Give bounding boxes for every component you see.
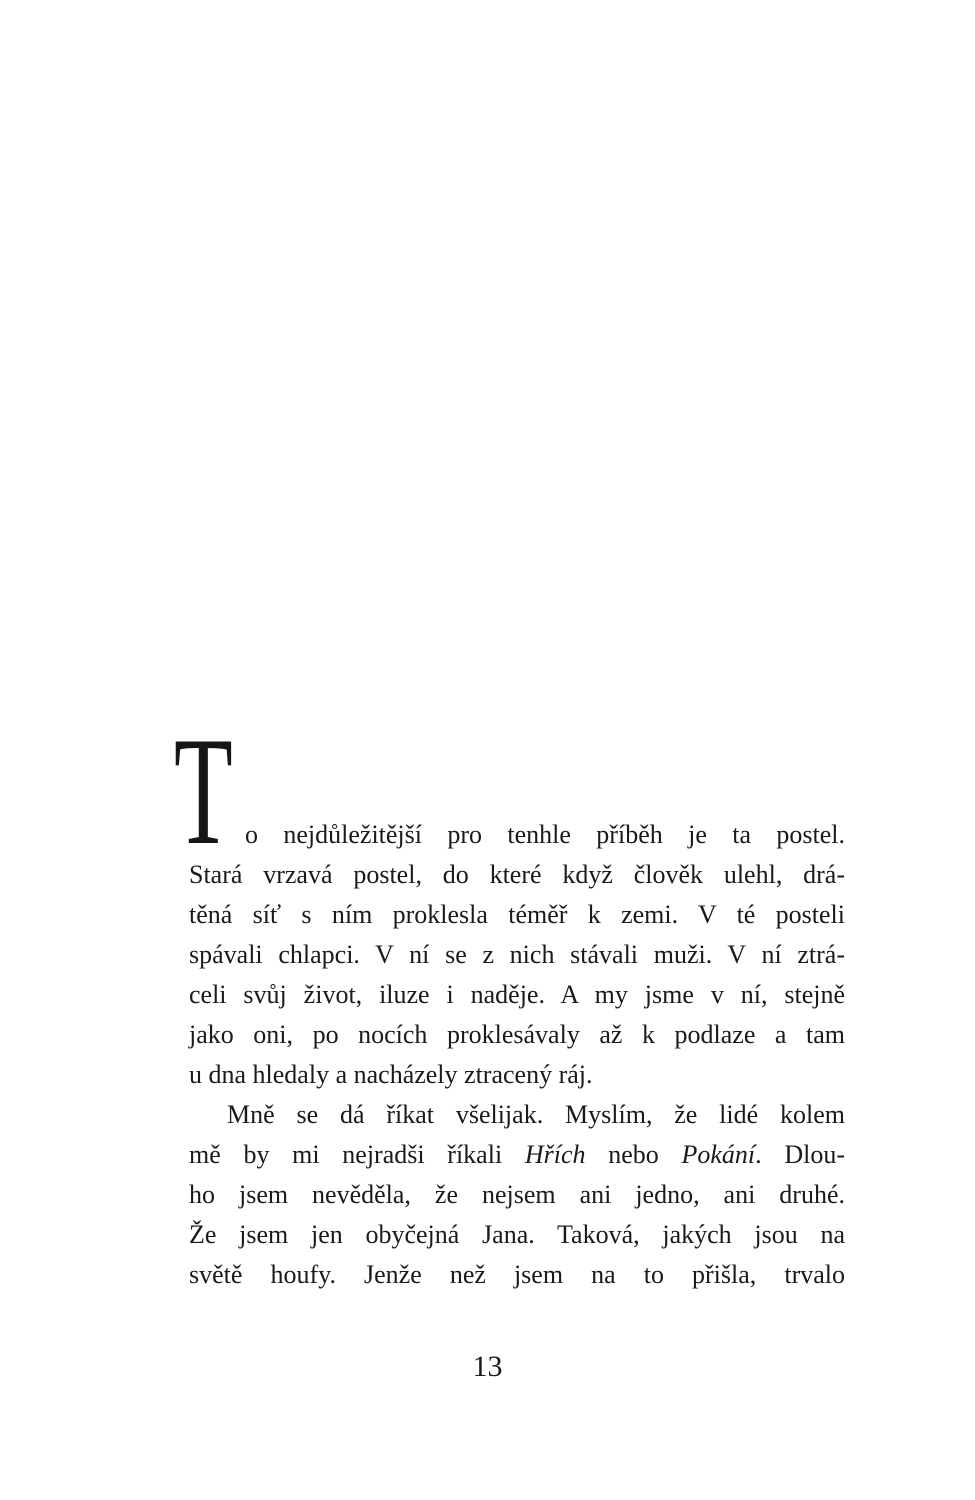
page-number: 13	[472, 1350, 503, 1383]
italic-word: Hřích	[524, 1140, 586, 1169]
italic-word: Pokání	[681, 1140, 756, 1169]
text-line: těná síť s ním proklesla téměř k zemi. V té posteli	[189, 900, 845, 929]
drop-cap-letter: T	[174, 705, 233, 877]
text-line: o nejdůležitější pro tenhle příběh je ta postel.	[245, 820, 845, 849]
text-line-paragraph-end: u dna hledaly a nacházely ztracený ráj.	[189, 1060, 593, 1089]
text-line: Stará vrzavá postel, do které když člověk ulehl, drá-	[189, 860, 845, 889]
text-line: světě houfy. Jenže než jsem na to přišla, trvalo	[189, 1260, 845, 1289]
text-line: celi svůj život, iluze i naděje. A my jsme v ní, stejně	[189, 980, 845, 1009]
text-segment: . Dlou-	[755, 1140, 845, 1169]
text-line-paragraph-start: Mně se dá říkat všelijak. Myslím, že lidé kolem	[227, 1100, 845, 1129]
text-line: jako oni, po nocích proklesávaly až k podlaze a tam	[189, 1020, 845, 1049]
text-line: spávali chlapci. V ní se z nich stávali muži. V ní ztrá-	[189, 940, 845, 969]
text-line-with-italics	[189, 1135, 845, 1175]
text-segment: mě by mi nejradši říkali	[189, 1140, 525, 1169]
text-block	[174, 705, 845, 1295]
text-line: Že jsem jen obyčejná Jana. Taková, jakých jsou na	[189, 1220, 845, 1249]
text-line: ho jsem nevěděla, že nejsem ani jedno, ani druhé.	[189, 1180, 845, 1209]
text-segment: nebo	[585, 1140, 682, 1169]
